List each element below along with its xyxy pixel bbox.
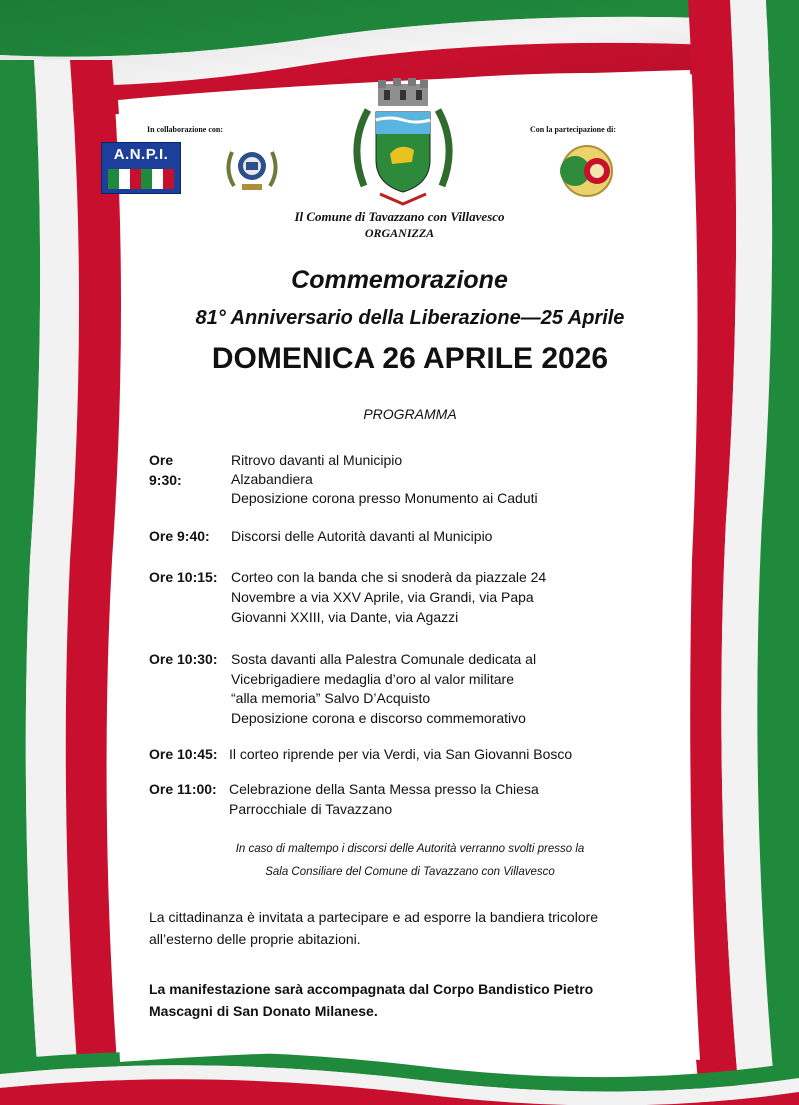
- schedule-line: Deposizione corona e discorso commemorativo: [231, 710, 526, 726]
- band-line1: La manifestazione sarà accompagnata dal Corpo Bandistico Pietro: [149, 981, 594, 997]
- event-date: DOMENICA 26 APRILE 2026: [211, 342, 609, 375]
- anpi-flag: [108, 169, 174, 189]
- programma-heading: PROGRAMMA: [363, 406, 457, 422]
- schedule-line: Vicebrigadiere medaglia d’oro al valor militare: [231, 671, 514, 687]
- participation-label: Con la partecipazione di:: [530, 125, 616, 134]
- schedule-line: Celebrazione della Santa Messa presso la Chiesa: [229, 781, 539, 797]
- schedule-line: Alzabandiera: [231, 471, 313, 487]
- collab-label: In collaborazione con:: [147, 125, 223, 134]
- schedule-line: Corteo con la banda che si snoderà da piazzale 24: [231, 569, 547, 585]
- municipal-coat-of-arms-icon: [350, 76, 456, 210]
- association-emblem-icon: [222, 142, 282, 194]
- schedule-line: “alla memoria” Salvo D’Acquisto: [231, 690, 431, 706]
- band-line2: Mascagni di San Donato Milanese.: [149, 1003, 378, 1019]
- participation-logo-icon: [553, 144, 621, 198]
- schedule-line: Sosta davanti alla Palestra Comunale dedicata al: [231, 651, 537, 667]
- schedule-line: Il corteo riprende per via Verdi, via San Giovanni Bosco: [229, 746, 573, 762]
- schedule-time: Ore 9:30:: [149, 452, 182, 488]
- schedule-line: Ritrovo davanti al Municipio: [231, 452, 403, 468]
- anpi-logo-text: A.N.P.I.: [113, 146, 169, 163]
- anpi-logo: [101, 142, 181, 194]
- schedule-time: Ore 10:15:: [149, 569, 218, 585]
- event-title: Commemorazione: [291, 266, 508, 294]
- schedule-line: Giovanni XXIII, via Dante, via Agazzi: [231, 609, 459, 625]
- schedule-line: Deposizione corona presso Monumento ai Caduti: [231, 490, 538, 506]
- schedule-time: Ore 10:45:: [149, 746, 218, 762]
- schedule-line: Discorsi delle Autorità davanti al Municipio: [231, 528, 493, 544]
- invitation-line2: all’esterno delle proprie abitazioni.: [149, 931, 361, 947]
- bottom-ribbon: [0, 1051, 799, 1105]
- schedule-time: Ore 9:40:: [149, 528, 210, 544]
- schedule-line: Parrocchiale di Tavazzano: [229, 801, 393, 817]
- schedule-time: Ore 11:00:: [149, 781, 217, 797]
- schedule-line: Novembre a via XXV Aprile, via Grandi, via Papa: [231, 589, 534, 605]
- weather-note-line2: Sala Consiliare del Comune di Tavazzano con Villavesco: [265, 866, 555, 878]
- event-subtitle: 81° Anniversario della Liberazione—25 Aprile: [195, 307, 625, 329]
- organizza-label: ORGANIZZA: [364, 226, 435, 240]
- organizer-name: Il Comune di Tavazzano con Villavesco: [294, 209, 505, 224]
- weather-note-line1: In caso di maltempo i discorsi delle Autorità verranno svolti presso la: [235, 843, 585, 855]
- invitation-line1: La cittadinanza è invitata a partecipare e ad esporre la bandiera tricolore: [149, 909, 599, 925]
- schedule-time: Ore 10:30:: [149, 651, 218, 667]
- right-ribbon: [681, 0, 799, 1105]
